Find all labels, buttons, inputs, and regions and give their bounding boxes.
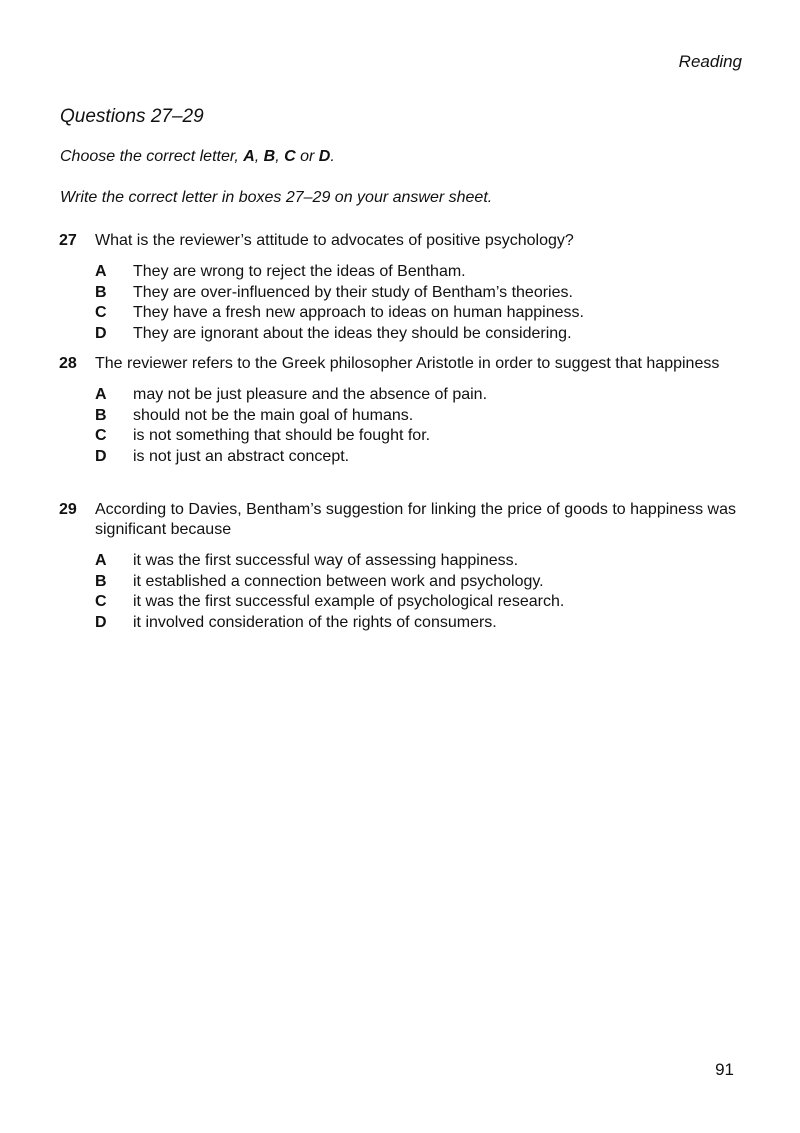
option-letter: B — [95, 572, 107, 590]
option-text: is not just an abstract concept. — [133, 447, 350, 465]
option-letter: C — [95, 593, 107, 610]
option-d — [95, 447, 749, 468]
option-letter: D — [95, 613, 107, 631]
option-text: They are over-influenced by their study of Bentham’s theories. — [133, 283, 573, 301]
option-a — [95, 551, 749, 572]
option-letter: A — [95, 386, 107, 403]
option-text: it established a connection between work and psychology. — [133, 572, 544, 590]
instruction-period: . — [330, 148, 335, 165]
option-letter: D — [95, 324, 107, 342]
option-letter: B — [95, 406, 107, 424]
option-letter: A — [95, 552, 107, 569]
instruction-or: or — [295, 148, 319, 165]
instruction-letter-a: A — [243, 148, 255, 165]
option-text: should not be the main goal of humans. — [133, 406, 414, 424]
question-29 — [59, 500, 749, 633]
option-d — [95, 324, 749, 345]
option-a — [95, 385, 749, 406]
question-number: 28 — [59, 355, 77, 372]
option-c — [95, 426, 749, 447]
option-text: may not be just pleasure and the absence of pain. — [133, 386, 488, 403]
option-text: it was the first successful way of assessing happiness. — [133, 552, 519, 569]
instruction-choose-letter — [60, 148, 335, 166]
question-text: What is the reviewer’s attitude to advocates of positive psychology? — [95, 232, 574, 249]
option-b — [95, 406, 749, 427]
instruction-separator: , — [275, 148, 285, 165]
question-number: 27 — [59, 232, 77, 249]
option-text: They have a fresh new approach to ideas on human happiness. — [133, 304, 584, 321]
option-text: They are wrong to reject the ideas of Bentham. — [133, 263, 466, 280]
option-letter: C — [95, 427, 107, 444]
option-list — [95, 551, 749, 633]
option-list — [95, 385, 749, 467]
option-letter: C — [95, 304, 107, 321]
question-27 — [59, 231, 749, 344]
instruction-letter-c: C — [284, 148, 296, 165]
instruction-letter-b: B — [263, 148, 276, 165]
question-28 — [59, 354, 749, 467]
option-a — [95, 262, 749, 283]
question-text: The reviewer refers to the Greek philosopher Aristotle in order to suggest that happiness — [95, 355, 720, 372]
instruction-text: Choose the correct letter, — [60, 148, 244, 165]
question-text: According to Davies, Bentham’s suggestion for linking the price of goods to happiness was significant because — [95, 501, 736, 538]
option-d — [95, 613, 749, 634]
option-b — [95, 283, 749, 304]
instruction-separator: , — [254, 148, 264, 165]
option-text: They are ignorant about the ideas they should be considering. — [133, 324, 572, 342]
section-label: Reading — [678, 52, 742, 71]
option-b — [95, 572, 749, 593]
instruction-letter-d: D — [318, 148, 331, 165]
question-number: 29 — [59, 501, 77, 518]
instruction-answer-sheet: Write the correct letter in boxes 27–29 on your answer sheet. — [60, 189, 493, 206]
option-text: it was the first successful example of psychological research. — [133, 593, 565, 610]
option-letter: D — [95, 447, 107, 465]
option-c — [95, 303, 749, 324]
option-letter: B — [95, 283, 107, 301]
page-number: 91 — [715, 1060, 734, 1079]
option-c — [95, 592, 749, 613]
option-text: is not something that should be fought for. — [133, 427, 431, 444]
option-text: it involved consideration of the rights of consumers. — [133, 613, 497, 631]
questions-heading: Questions 27–29 — [60, 106, 204, 127]
option-letter: A — [95, 263, 107, 280]
option-list — [95, 262, 749, 344]
